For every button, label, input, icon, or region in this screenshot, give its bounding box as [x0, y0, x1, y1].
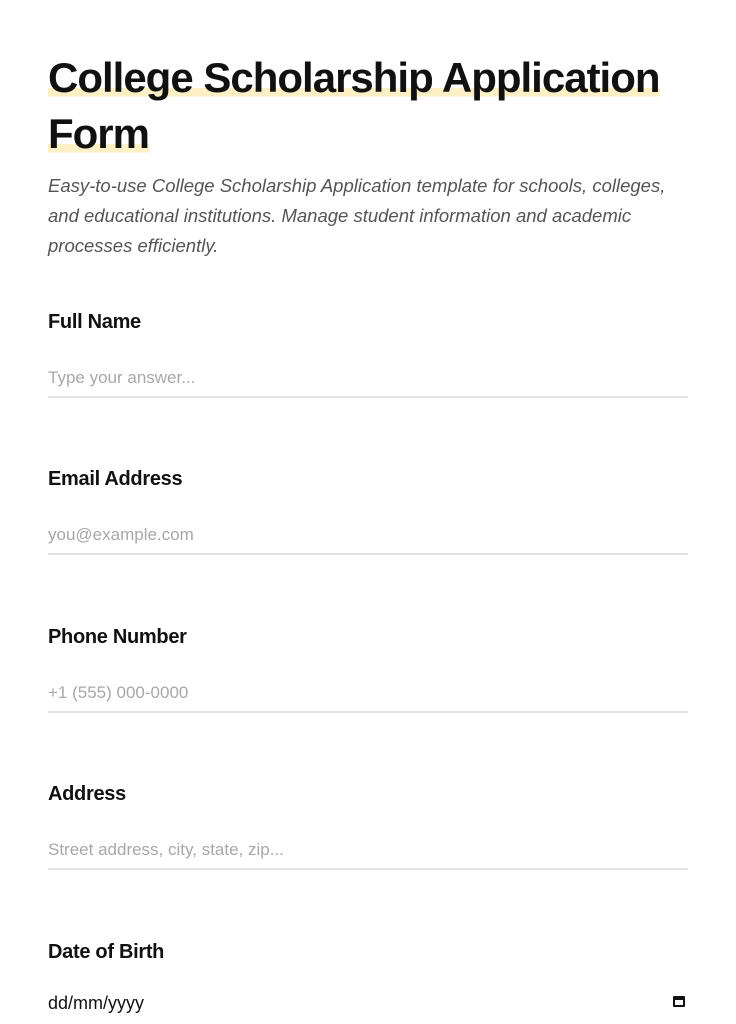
- form-title-text: College Scholarship Application Form: [48, 54, 660, 157]
- form-description: Easy-to-use College Scholarship Application template for schools, colleges, and educational institutions. Manage student information and academic processes efficiently.: [48, 175, 666, 256]
- field-label: Full Name: [48, 311, 141, 333]
- field-label: Address: [48, 783, 126, 805]
- email-input[interactable]: [48, 517, 688, 555]
- calendar-icon[interactable]: [673, 996, 685, 1007]
- field-full-name: [48, 310, 688, 334]
- field-label: Email Address: [48, 468, 183, 490]
- date-of-birth-input[interactable]: [48, 988, 688, 1018]
- field-label: Date of Birth: [48, 941, 165, 963]
- field-email: [48, 467, 688, 491]
- form-title: [48, 50, 708, 162]
- date-placeholder: dd/mm/yyyy: [48, 993, 145, 1013]
- field-date-of-birth: [48, 940, 688, 1013]
- full-name-input[interactable]: [48, 360, 688, 398]
- address-input[interactable]: [48, 832, 688, 870]
- field-label: Phone Number: [48, 626, 187, 648]
- phone-input[interactable]: [48, 675, 688, 713]
- field-phone: [48, 625, 688, 649]
- field-address: [48, 782, 688, 806]
